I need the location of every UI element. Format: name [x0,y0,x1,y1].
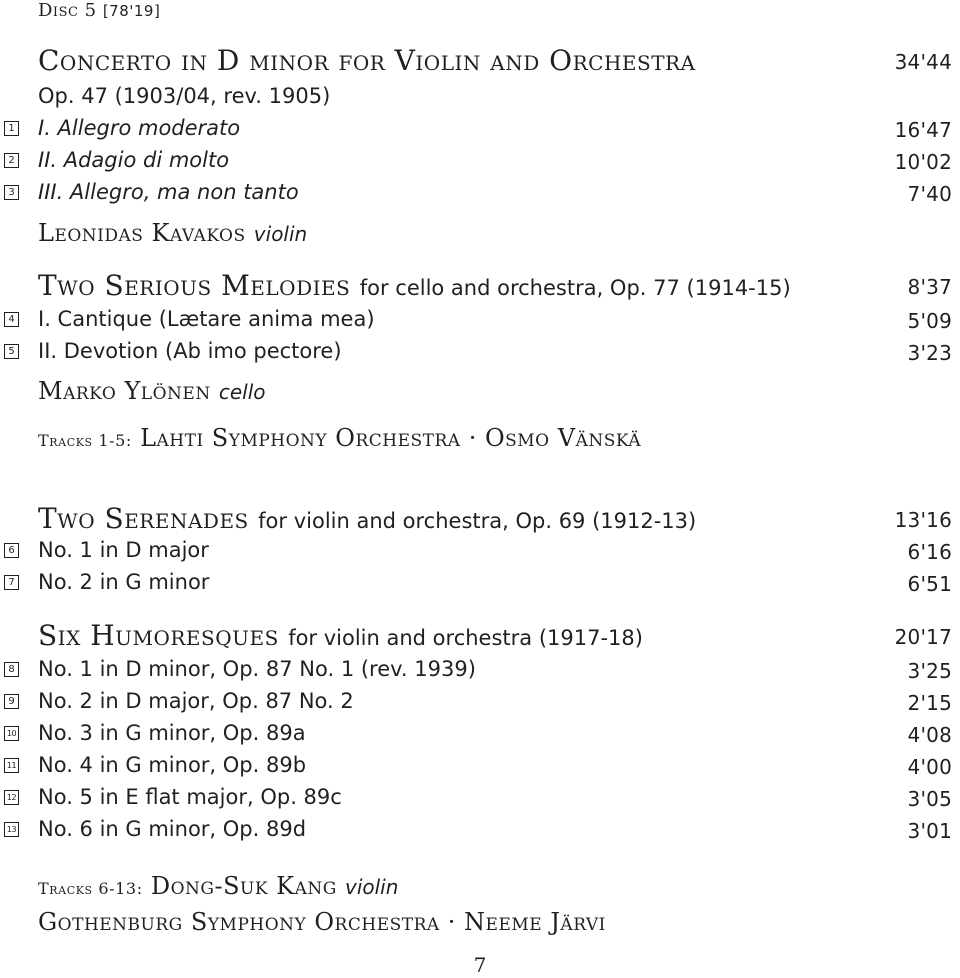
track-duration: 4'08 [907,723,952,747]
track-number: 13 [4,822,19,837]
credits-performers: Lahti Symphony Orchestra · Osmo Vänskä [140,424,642,452]
track-duration: 3'01 [907,819,952,843]
track-title: II. Adagio di molto [38,148,230,172]
track-duration: 5'09 [907,309,952,333]
track-number: 2 [4,153,19,168]
soloist-name: Marko Ylönen [38,377,211,405]
track-title: No. 4 in G minor, Op. 89b [38,753,307,777]
humoresques-subtitle: for violin and orchestra (1917-18) [288,626,643,650]
humoresques-duration: 20'17 [894,625,952,649]
track-number: 11 [4,758,19,773]
soloist-instrument: violin [253,222,308,246]
track-title: No. 1 in D major [38,538,209,562]
serenades-subtitle: for violin and orchestra, Op. 69 (1912-13) [258,509,697,533]
credits-label: Tracks 6-13: [38,879,143,898]
track-number: 9 [4,694,19,709]
track-title: No. 2 in G minor [38,570,210,594]
track-duration: 6'51 [907,572,952,596]
concerto-opus: Op. 47 (1903/04, rev. 1905) [38,84,331,108]
serenades-duration: 13'16 [894,508,952,532]
track-number: 3 [4,185,19,200]
serenades-title: Two Serenades [38,502,249,535]
track-number: 8 [4,662,19,677]
track-number: 12 [4,790,19,805]
disc-label: Disc 5 [38,0,97,21]
soloist-name: Dong-Suk Kang [150,872,337,900]
track-title: III. Allegro, ma non tanto [38,180,299,204]
track-title: No. 2 in D major, Op. 87 No. 2 [38,689,354,713]
track-title: II. Devotion (Ab imo pectore) [38,339,342,363]
track-title: No. 5 in E flat major, Op. 89c [38,785,342,809]
track-title: I. Cantique (Lætare anima mea) [38,307,375,331]
melodies-title: Two Serious Melodies [38,269,351,302]
track-title: No. 3 in G minor, Op. 89a [38,721,306,745]
track-number: 7 [4,575,19,590]
concerto-duration: 34'44 [894,50,952,74]
track-duration: 16'47 [894,118,952,142]
track-duration: 3'25 [907,659,952,683]
track-duration: 6'16 [907,540,952,564]
track-title: No. 1 in D minor, Op. 87 No. 1 (rev. 1939) [38,657,476,681]
track-number: 5 [4,344,19,359]
track-duration: 3'05 [907,787,952,811]
track-number: 10 [4,726,19,741]
melodies-subtitle: for cello and orchestra, Op. 77 (1914-15) [359,276,791,300]
humoresques-title: Six Humoresques [38,619,279,652]
track-duration: 3'23 [907,341,952,365]
page-number: 7 [473,953,487,977]
credits-label: Tracks 1-5: [38,431,132,450]
track-duration: 10'02 [894,150,952,174]
track-duration: 7'40 [907,182,952,206]
credits-orchestra: Gothenburg Symphony Orchestra · Neeme Järvi [38,908,606,936]
track-title: No. 6 in G minor, Op. 89d [38,817,307,841]
track-number: 6 [4,543,19,558]
track-duration: 2'15 [907,691,952,715]
track-duration: 4'00 [907,755,952,779]
disc-duration: [78'19] [102,2,161,20]
soloist-instrument: cello [218,380,266,404]
soloist-name: Leonidas Kavakos [38,219,246,247]
concerto-title: Concerto in D minor for Violin and Orchestra [38,44,696,77]
soloist-instrument: violin [345,875,399,899]
track-title: I. Allegro moderato [38,116,241,140]
track-number: 4 [4,312,19,327]
track-number: 1 [4,121,19,136]
melodies-duration: 8'37 [907,275,952,299]
